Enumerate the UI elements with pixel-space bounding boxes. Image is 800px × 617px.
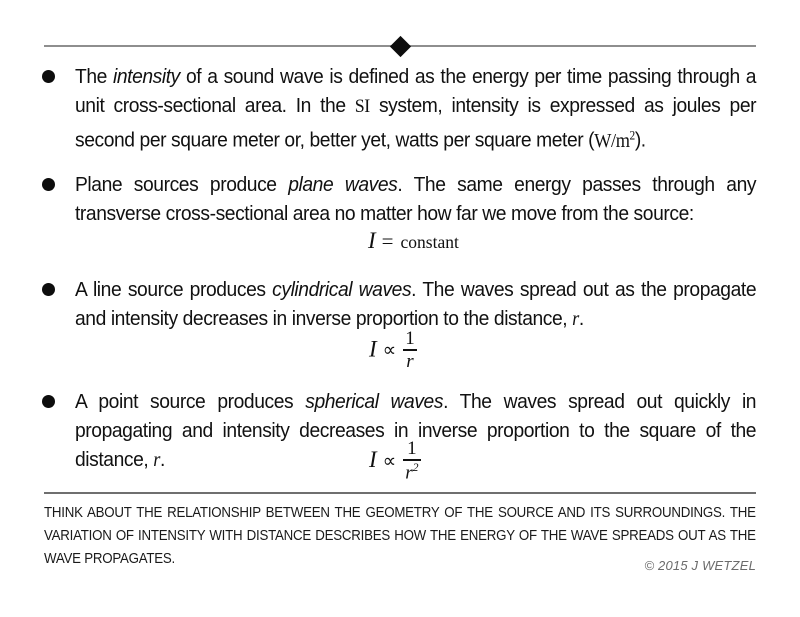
equation-3-denominator-base: r	[405, 462, 413, 484]
bullet-2-segment-2: . The same energy passes through any transverse cross-sectional area no matter how far we move from the source:	[75, 172, 757, 225]
bullet-2-segment-1: Plane sources produce	[75, 172, 289, 196]
equation-intensity-inverse-r	[369, 330, 417, 373]
footer-summary-text: THINK ABOUT THE RELATIONSHIP BETWEEN THE GEOMETRY OF THE SOURCE AND ITS SURROUNDINGS. THE VARIATION OF INTENSITY WITH DISTANCE DESCRIBES HOW THE ENERGY OF THE WAVE SPREADS OUT AS THE WAVE PROPAGATES.	[44, 505, 756, 567]
bullet-4-segment-3: .	[159, 447, 165, 471]
bullet-dot-icon	[42, 178, 55, 191]
bullet-3-text	[75, 275, 756, 334]
bullet-1-segment-3: system, intensity is expressed as joules per second per square meter or, better yet, watts per square meter (	[75, 94, 757, 152]
bullet-1-segment-4: ).	[634, 128, 646, 152]
bullet-1-si-abbreviation: SI	[354, 96, 370, 117]
diamond-ornament-icon	[389, 35, 410, 56]
equation-3-numerator: 1	[407, 438, 417, 459]
bullet-3-variable-r: r	[572, 308, 579, 330]
list-item	[0, 62, 800, 156]
bullet-3-emphasis-cylindrical-waves: cylindrical waves	[272, 277, 412, 301]
bullet-dot-icon	[42, 395, 55, 408]
bullet-1-segment-2: of a sound wave is defined as the energy per time passing through a unit cross-sectional area. In the	[75, 65, 757, 117]
bullet-1-text	[75, 62, 756, 156]
equation-2-fraction	[403, 329, 417, 372]
bullet-dot-icon	[42, 70, 55, 83]
equation-3-symbol: I	[369, 447, 377, 473]
bullet-3-segment-2: . The waves spread out as the propagate and intensity decreases in inverse proportion to the distance,	[75, 277, 757, 330]
bullet-3-segment-3: .	[578, 306, 584, 330]
equation-2-operator: ∝	[382, 340, 397, 362]
bullet-1-unit-base: W/m	[594, 130, 630, 152]
list-item	[0, 275, 800, 334]
bullet-dot-icon	[42, 283, 55, 296]
copyright-notice: © 2015 J WETZEL	[644, 558, 756, 573]
bullet-4-emphasis-spherical-waves: spherical waves	[305, 389, 444, 413]
bullet-1-unit	[594, 128, 635, 152]
equation-intensity-constant	[368, 228, 459, 254]
equation-1-operator: =	[381, 229, 394, 253]
bullet-1-segment-1: The	[75, 65, 113, 88]
top-divider	[44, 35, 756, 57]
bullet-1-emphasis-intensity: intensity	[112, 65, 180, 88]
bullet-3-segment-1: A line source produces	[75, 277, 273, 301]
bullet-1-unit-exponent: 2	[629, 128, 635, 142]
equation-3-operator: ∝	[382, 451, 397, 473]
equation-intensity-inverse-r-squared	[369, 440, 421, 484]
equation-1-value: constant	[400, 232, 459, 252]
equation-2-denominator: r	[406, 350, 414, 372]
equation-3-fraction	[403, 439, 420, 483]
bullet-4-variable-r: r	[153, 449, 160, 471]
bullet-list	[0, 62, 800, 484]
bullet-2-text	[75, 170, 756, 228]
bullet-4-segment-1: A point source produces	[75, 389, 306, 413]
bottom-divider	[44, 492, 756, 494]
list-item	[0, 170, 800, 228]
bullet-2-emphasis-plane-waves: plane waves	[288, 172, 398, 196]
equation-1-symbol: I	[368, 228, 376, 253]
equation-3-denominator	[403, 462, 420, 483]
equation-2-symbol: I	[369, 336, 377, 362]
equation-2-numerator: 1	[405, 328, 415, 349]
equation-3-denominator-exponent: 2	[412, 460, 419, 474]
bullet-4-segment-2: . The waves spread out quickly in propagating and intensity decreases in inverse proportion to the square of the distance,	[75, 389, 757, 471]
